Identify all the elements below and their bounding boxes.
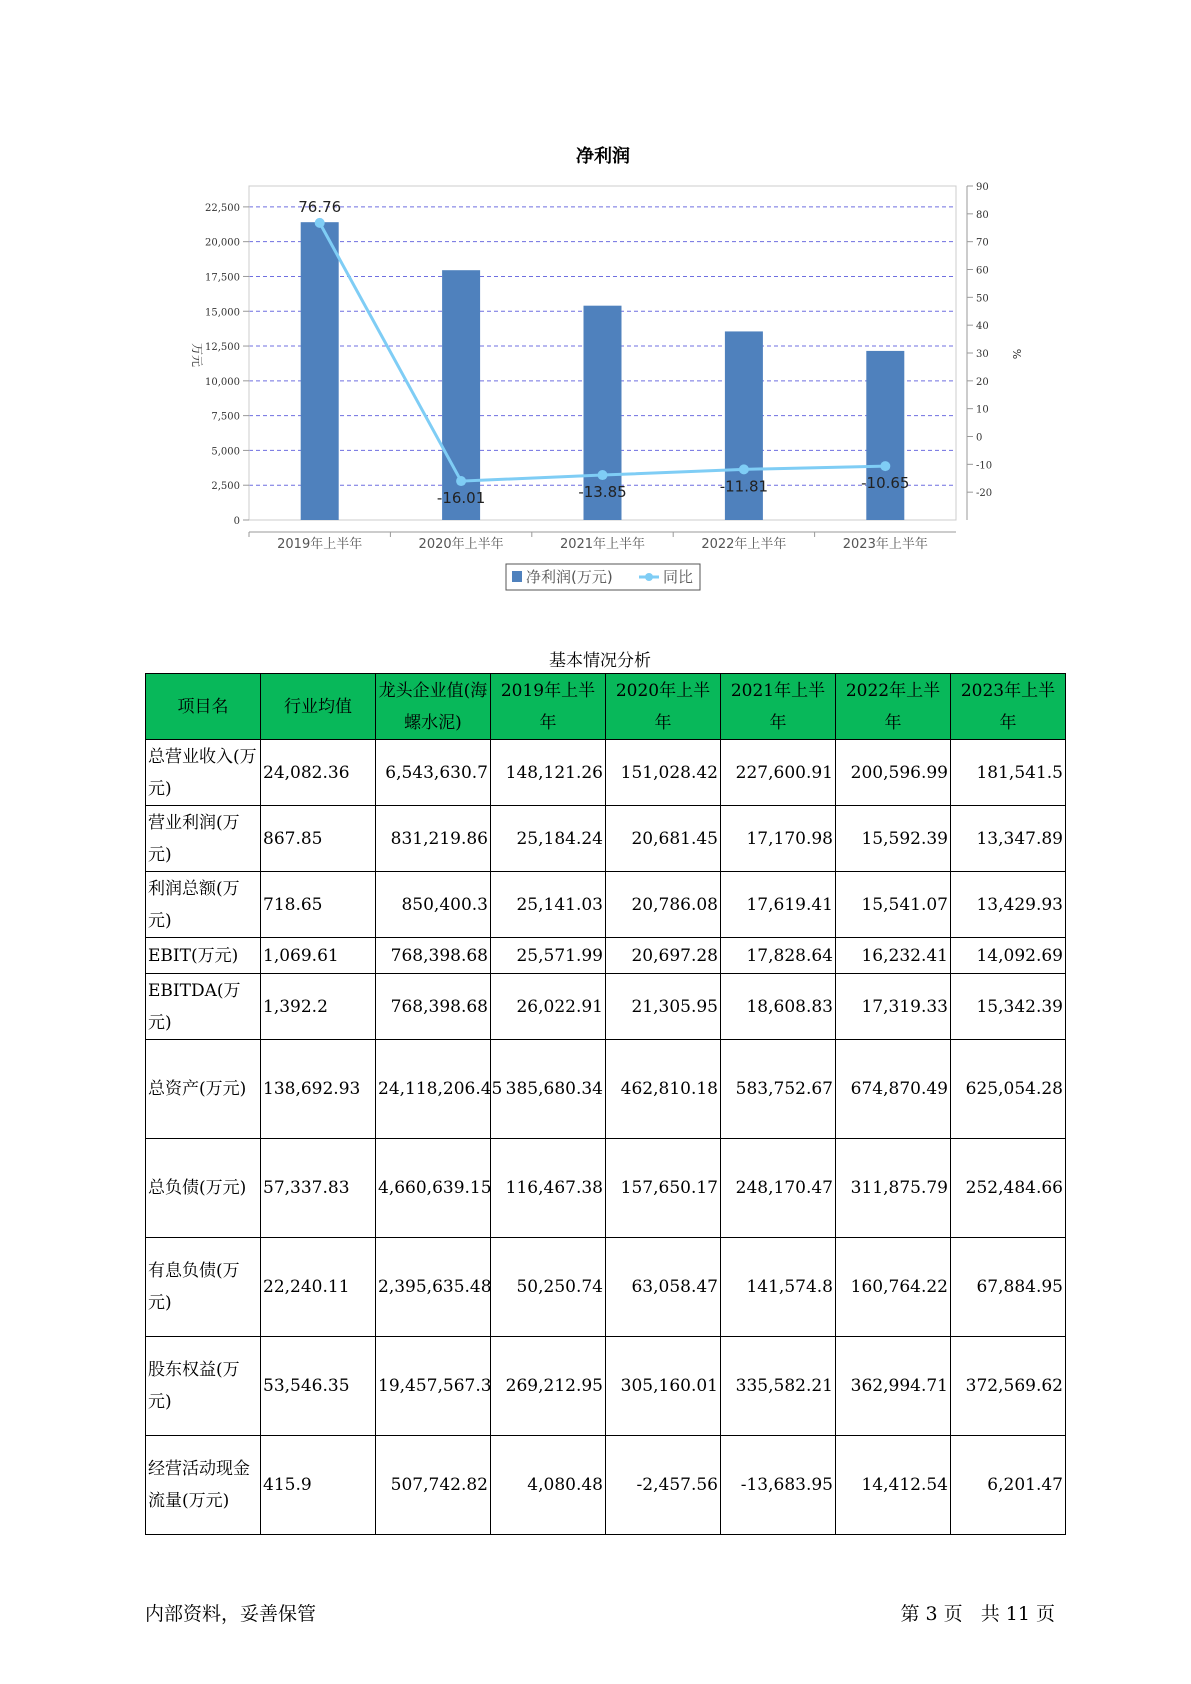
bar [866, 351, 904, 520]
table-cell: 372,569.62 [951, 1337, 1066, 1436]
table-cell: 67,884.95 [951, 1238, 1066, 1337]
footer-page-number: 第 3 页 共 11 页 [900, 1603, 1055, 1625]
table-cell: 50,250.74 [491, 1238, 606, 1337]
table-cell: 53,546.35 [261, 1337, 376, 1436]
table-cell: 867.85 [261, 806, 376, 872]
table-cell: 15,342.39 [951, 974, 1066, 1040]
table-cell: 6,201.47 [951, 1436, 1066, 1535]
row-label: 营业利润(万元) [146, 806, 261, 872]
yoy-data-label: -13.85 [578, 483, 627, 502]
x-tick-label: 2021年上半年 [559, 537, 646, 552]
table-cell: 25,571.99 [491, 938, 606, 974]
table-cell: -13,683.95 [721, 1436, 836, 1535]
table-cell: 19,457,567.3 [376, 1337, 491, 1436]
table-cell: 25,184.24 [491, 806, 606, 872]
y2-tick-label: 20 [976, 376, 989, 388]
table-cell: 21,305.95 [606, 974, 721, 1040]
table-cell: 768,398.68 [376, 974, 491, 1040]
table-cell: 269,212.95 [491, 1337, 606, 1436]
table-cell: 385,680.34 [491, 1040, 606, 1139]
y-tick-label: 15,000 [205, 307, 240, 319]
y2-tick-label: 70 [976, 237, 989, 249]
table-row [146, 974, 1066, 1040]
table-cell: 674,870.49 [836, 1040, 951, 1139]
legend-line-label: 同比 [663, 568, 694, 586]
table-cell: 248,170.47 [721, 1139, 836, 1238]
x-tick-label: 2023年上半年 [842, 537, 928, 552]
x-tick-label: 2019年上半年 [277, 537, 363, 552]
table-cell: 831,219.86 [376, 806, 491, 872]
table-row [146, 1139, 1066, 1238]
row-label: 股东权益(万元) [146, 1337, 261, 1436]
yoy-point [456, 476, 466, 486]
table-row [146, 1238, 1066, 1337]
table-cell: 57,337.83 [261, 1139, 376, 1238]
yoy-point [739, 464, 749, 474]
row-label: EBITDA(万元) [146, 974, 261, 1040]
basic-analysis-table [145, 673, 1066, 1535]
table-cell: 148,121.26 [491, 740, 606, 806]
y-tick-label: 22,500 [205, 202, 240, 214]
table-cell: 26,022.91 [491, 974, 606, 1040]
table-cell: 850,400.3 [376, 872, 491, 938]
row-label: 总资产(万元) [146, 1040, 261, 1139]
table-cell: 17,828.64 [721, 938, 836, 974]
yoy-data-label: -10.65 [861, 474, 910, 493]
yoy-data-label: -16.01 [436, 489, 486, 508]
header-2019h1: 2019年上半年 [491, 674, 606, 740]
table-cell: 14,412.54 [836, 1436, 951, 1535]
bar [301, 222, 339, 520]
table-cell: 20,697.28 [606, 938, 721, 974]
table-cell: 462,810.18 [606, 1040, 721, 1139]
yoy-data-label: -11.81 [719, 477, 769, 496]
y2-tick-label: 90 [976, 182, 989, 193]
table-row [146, 872, 1066, 938]
table-cell: 4,080.48 [491, 1436, 606, 1535]
y-tick-label: 17,500 [205, 272, 240, 284]
y2-tick-label: 80 [976, 209, 989, 221]
legend-bar-label: 净利润(万元) [526, 568, 613, 586]
table-row [146, 1040, 1066, 1139]
table-cell: 507,742.82 [376, 1436, 491, 1535]
table-cell: 181,541.5 [951, 740, 1066, 806]
y2-axis-label: % [1010, 348, 1023, 360]
table-cell: 362,994.71 [836, 1337, 951, 1436]
table-cell: 24,082.36 [261, 740, 376, 806]
header-2023h1: 2023年上半年 [951, 674, 1066, 740]
table-cell: 305,160.01 [606, 1337, 721, 1436]
y2-tick-label: 0 [976, 432, 983, 444]
table-cell: 415.9 [261, 1436, 376, 1535]
net-profit-chart [0, 0, 1191, 620]
table-cell: 17,170.98 [721, 806, 836, 872]
table-cell: 24,118,206.45 [376, 1040, 491, 1139]
row-label: 利润总额(万元) [146, 872, 261, 938]
y2-tick-label: -10 [976, 460, 993, 472]
table-cell: 116,467.38 [491, 1139, 606, 1238]
y2-tick-label: 60 [976, 265, 989, 277]
table-cell: 583,752.67 [721, 1040, 836, 1139]
table-cell: 20,786.08 [606, 872, 721, 938]
header-industry-average: 行业均值 [261, 674, 376, 740]
y-axis-right [967, 182, 992, 499]
table-cell: 311,875.79 [836, 1139, 951, 1238]
header-leader-value: 龙头企业值(海螺水泥) [376, 674, 491, 740]
x-tick-label: 2020年上半年 [418, 537, 504, 552]
table-cell: 25,141.03 [491, 872, 606, 938]
header-2020h1: 2020年上半年 [606, 674, 721, 740]
y-tick-label: 7,500 [211, 411, 240, 423]
legend [506, 564, 700, 590]
yoy-point [315, 218, 325, 228]
table-cell: 138,692.93 [261, 1040, 376, 1139]
y2-tick-label: 50 [976, 293, 989, 305]
row-label: 经营活动现金流量(万元) [146, 1436, 261, 1535]
table-cell: 1,392.2 [261, 974, 376, 1040]
table-cell: 63,058.47 [606, 1238, 721, 1337]
table-cell: 14,092.69 [951, 938, 1066, 974]
table-cell: 160,764.22 [836, 1238, 951, 1337]
table-row [146, 938, 1066, 974]
y-tick-label: 5,000 [211, 446, 240, 458]
table-cell: 141,574.8 [721, 1238, 836, 1337]
y2-tick-label: -20 [976, 488, 993, 500]
y-tick-label: 10,000 [205, 376, 240, 388]
y-axis-label: 万元 [190, 342, 204, 368]
table-cell: 4,660,639.15 [376, 1139, 491, 1238]
table-cell: 625,054.28 [951, 1040, 1066, 1139]
y-tick-label: 20,000 [205, 237, 240, 249]
table-cell: 17,619.41 [721, 872, 836, 938]
y-tick-label: 12,500 [205, 342, 240, 354]
header-2022h1: 2022年上半年 [836, 674, 951, 740]
y-tick-label: 0 [233, 516, 240, 527]
x-axis [249, 532, 928, 552]
table-cell: 13,347.89 [951, 806, 1066, 872]
table-cell: 16,232.41 [836, 938, 951, 974]
table-cell: 200,596.99 [836, 740, 951, 806]
x-tick-label: 2022年上半年 [701, 537, 787, 552]
y-axis-left [205, 203, 249, 527]
row-label: EBIT(万元) [146, 938, 261, 974]
table-cell: 17,319.33 [836, 974, 951, 1040]
table-cell: 15,541.07 [836, 872, 951, 938]
chart-title: 净利润 [576, 146, 630, 167]
table-cell: 18,608.83 [721, 974, 836, 1040]
table-cell: -2,457.56 [606, 1436, 721, 1535]
table-cell: 151,028.42 [606, 740, 721, 806]
table-cell: 2,395,635.48 [376, 1238, 491, 1337]
table-cell: 252,484.66 [951, 1139, 1066, 1238]
legend-line-marker [645, 573, 653, 581]
y2-tick-label: 10 [976, 404, 989, 416]
table-row [146, 1436, 1066, 1535]
table-cell: 157,650.17 [606, 1139, 721, 1238]
table-cell: 768,398.68 [376, 938, 491, 974]
yoy-point [598, 470, 608, 480]
table-row [146, 740, 1066, 806]
header-item-name: 项目名 [146, 674, 261, 740]
footer-confidential-note: 内部资料，妥善保管 [145, 1603, 317, 1625]
header-2021h1: 2021年上半年 [721, 674, 836, 740]
row-label: 总营业收入(万元) [146, 740, 261, 806]
table-cell: 22,240.11 [261, 1238, 376, 1337]
table-cell: 718.65 [261, 872, 376, 938]
table-cell: 335,582.21 [721, 1337, 836, 1436]
table-row [146, 806, 1066, 872]
table-cell: 6,543,630.7 [376, 740, 491, 806]
y2-tick-label: 40 [976, 321, 989, 333]
table-cell: 13,429.93 [951, 872, 1066, 938]
table-row [146, 1337, 1066, 1436]
yoy-data-label: 76.76 [298, 197, 342, 216]
yoy-point [880, 461, 890, 471]
row-label: 总负债(万元) [146, 1139, 261, 1238]
row-label: 有息负债(万元) [146, 1238, 261, 1337]
table-cell: 1,069.61 [261, 938, 376, 974]
legend-bar-swatch [512, 571, 522, 582]
table-cell: 227,600.91 [721, 740, 836, 806]
table-cell: 15,592.39 [836, 806, 951, 872]
table-cell: 20,681.45 [606, 806, 721, 872]
table-header-row [146, 674, 1066, 740]
table-caption: 基本情况分析 [549, 651, 651, 671]
y-tick-label: 2,500 [211, 481, 240, 493]
y2-tick-label: 30 [976, 349, 989, 360]
